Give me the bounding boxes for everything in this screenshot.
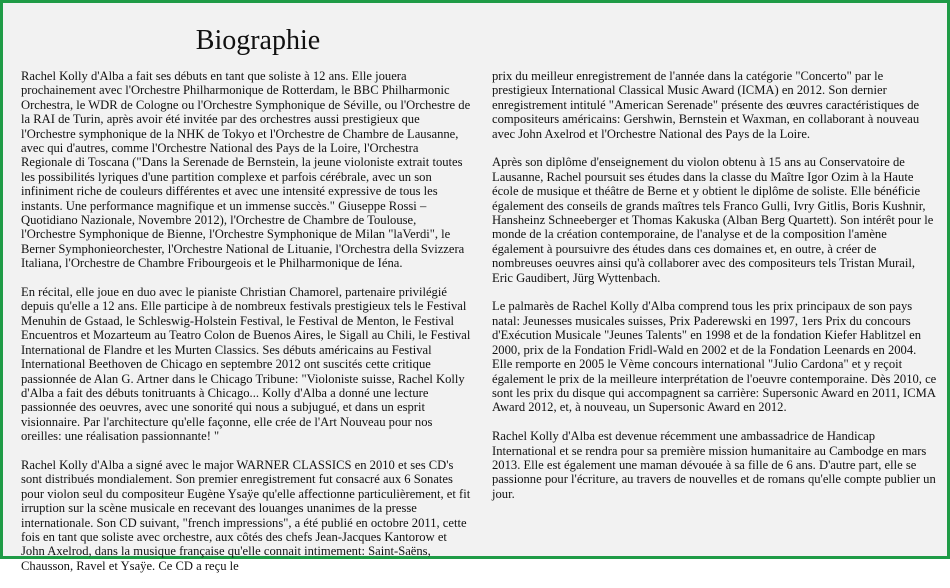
paragraph-education: Après son diplôme d'enseignement du violon obtenu à 15 ans au Conservatoire de Lausanne, Rachel poursuit ses études dans la classe du Maître Igor Ozim à la Haute école de musique et théâtre de Berne et y obtient le diplôme de soliste. Elle bénéficie également des conseils de grands maîtres tels Franco Gulli, Ivry Gitlis, Boris Kushnir, Hansheinz Schneeberger et Thomas Kakuska (Alban Berg Quartett). Son intérêt pour le monde de la création contemporaine, de l'analyse et de la composition l'amène également à poursuivre des études dans ces domaines et, en outre, à créer de nombreuses oeuvres ainsi qu'à collaborer avec des compositeurs tels Tristan Murail, Eric Gaudibert, Jürg Wyttenbach. <box>492 155 934 285</box>
paragraph-awards: Le palmarès de Rachel Kolly d'Alba comprend tous les prix principaux de son pays natal: Jeunesses musicales suisses, Prix Paderewski en 1997, 1ers Prix du concours d'Exécution Musicale "Jeunes Talents" en 1998 et de la fondation Kiefer Hablitzel en 2000, prix de la Fondation Fridl-Wald en 2002 et de la Fondation Leenards en 2004. Elle remporte en 2005 le Vème concours international "Julio Cardona" et y reçoit également le prix de la meilleure interprétation de l'oeuvre contemporaine. Dès 2010, ce sont les prix du disque qui accompagnent sa carrière: Supersonic Award en 2011, ICMA Award 2012, et, à nouveau, un Supersonic Award en 2012. <box>492 299 937 415</box>
right-column <box>492 69 937 516</box>
paragraph-ambassador: Rachel Kolly d'Alba est devenue récemment une ambassadrice de Handicap International et se rendra pour sa première mission humanitaire au Cambodge en mars 2013. Elle est également une maman dévouée à sa fille de 6 ans. D'autre part, elle se passionne pour l'écriture, au travers de nouvelles et de romans qu'elle compte publier un jour. <box>492 429 936 501</box>
paragraph-recordings-cont: prix du meilleur enregistrement de l'année dans la catégorie "Concerto" par le prestigieux International Classical Music Award (ICMA) en 2012. Son dernier enregistrement intitulé "American Serenade" présente des œuvres caractéristiques de compositeurs américains: Gershwin, Bernstein et Waxman, en collaborant à nouveau avec John Axelrod et l'Orchestre National des Pays de la Loire. <box>492 69 920 141</box>
page-title: Biographie <box>195 25 321 56</box>
paragraph-recital: En récital, elle joue en duo avec le pianiste Christian Chamorel, partenaire privilégié depuis qu'elle a 12 ans. Elle participe à de nombreux festivals prestigieux tels le Festival Menuhin de Gstaad, le Schleswig-Holstein Festival, le Festival de Menton, le Festival Encuentros et Mozarteum au Teatro Colon de Buenos Aires, le Sigall au Chili, le Festival International de Flandre et les Murten Classics. Ses débuts américains au Festival International Beethoven de Chicago en septembre 2012 ont suscités cette critique passionnée de Alan G. Artner dans le Chicago Tribune: "Violoniste suisse, Rachel Kolly d'Alba a fait des débuts tonitruants à Chicago... Kolly d'Alba a donné une lecture passionnée des oeuvres, avec une sonorité qui nous a subjugué, et dans un esprit visionnaire. Par l'architecture qu'elle façonne, elle crée de l'Art Nouveau pour nos oreilles: une réalisation passionnante! " <box>21 285 471 444</box>
paragraph-recordings: Rachel Kolly d'Alba a signé avec le major WARNER CLASSICS en 2010 et ses CD's sont distribués mondialement. Son premier enregistrement fut consacré aux 6 Sonates pour violon seul du compositeur Eugène Ysaÿe qu'elle affectionne particulièrement, et fit irruption sur la scène musicale en recevant des louanges unanimes de la presse internationale. Son CD suivant, "french impressions", a été publié en octobre 2011, cette fois en tant que soliste avec orchestre, aux côtés des chefs Jean-Jacques Kantorow et John Axelrod, dans la musique française qu'elle connait intimement: Saint-Saëns, Chausson, Ravel et Ysaÿe. Ce CD a reçu le <box>21 457 471 573</box>
paragraph-debut: Rachel Kolly d'Alba a fait ses débuts en tant que soliste à 12 ans. Elle jouera prochainement avec l'Orchestre Philharmonique de Rotterdam, le BBC Philharmonic Orchestra, le WDR de Cologne ou l'Orchestre Symphonique de Séville, ou l'Orchestre de la RAI de Turin, après avoir été invitée par des orchestres aussi prestigieux que l'Orchestre symphonique de la NHK de Tokyo et l'Orchestre de Chambre de Lausanne, avec qui d'autres, comme l'Orchestre National des Pays de la Loire, l'Orchestra Regionale di Toscana ("Dans la Serenade de Bernstein, la jeune violoniste extrait toutes les possibilités lyriques d'une partition complexe et parfois cérébrale, avec un son infiniment riche de couleurs différentes et avec une intensité expressive de tous les instants. Une performance magnifique et un immense succès." Giuseppe Rossi – Quotidiano Nazionale, Novembre 2012), l'Orchestre de Chambre de Toulouse, l'Orchestre Symphonique de Bienne, l'Orchestre Symphonique de Milan "laVerdi", le Berner Symphonieorchester, l'Orchestre National de Lituanie, l'Orchestra della Svizzera Italiana, l'Orchestre de Chambre Fribourgeois et le Philharmonique de Iéna. <box>21 69 471 271</box>
left-column <box>21 69 471 588</box>
